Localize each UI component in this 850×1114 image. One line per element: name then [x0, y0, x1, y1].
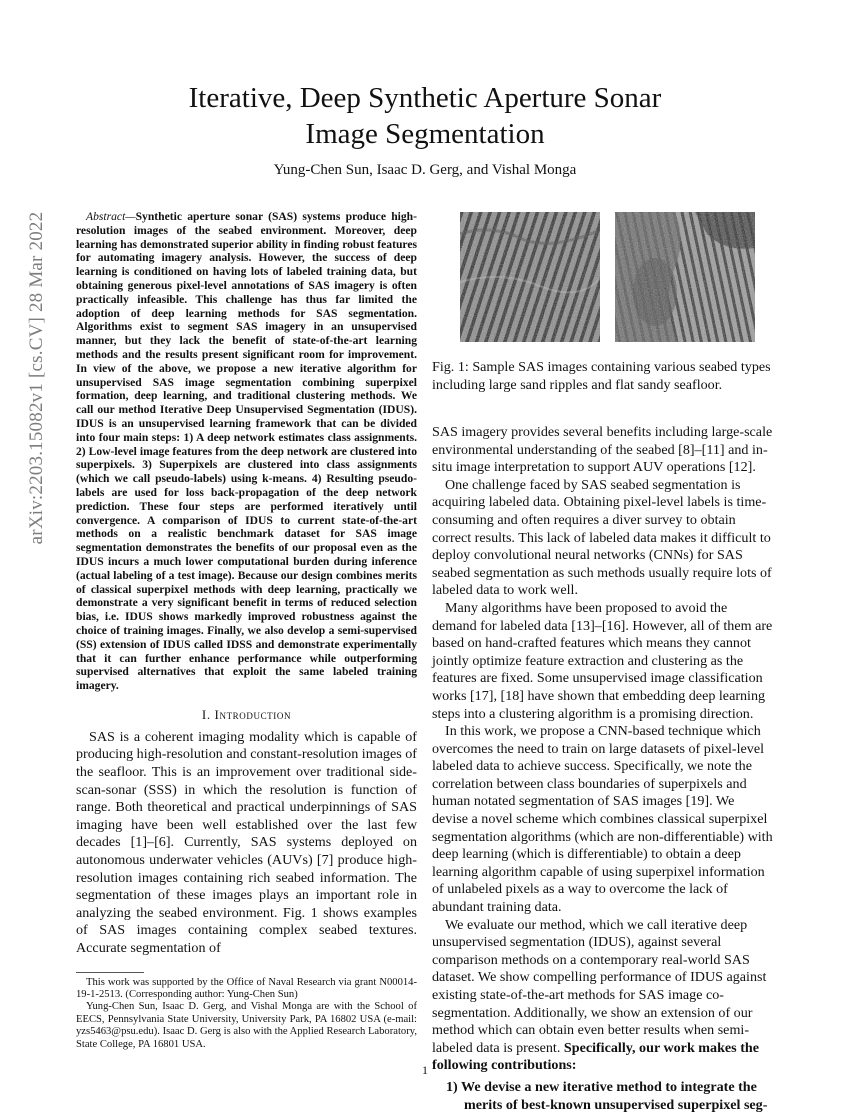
- intro-paragraph-1: SAS is a coherent imaging modality which is capable of producing high-resolution and constant-resolution images of the seafloor. This is an improvement over traditional side-scan-sonar (SSS) in which the resolution is function of range. Both theoretical and practical underpinnings of SAS imaging have been well established over the last few decades [1]–[6]. Currently, SAS systems deployed on autonomous underwater vehicles (AUVs) [7] produce high-resolution images containing rich seabed information. The segmentation of these images plays an important role in analyzing the seabed environment. Fig. 1 shows examples of SAS images containing complex seabed textures. Accurate segmentation of: [76, 728, 417, 957]
- arxiv-identifier: arXiv:2203.15082v1 [cs.CV] 28 Mar 2022: [26, 211, 47, 545]
- abstract: [76, 210, 417, 693]
- page-number: 1: [422, 1063, 428, 1077]
- author-list: Yung-Chen Sun, Isaac D. Gerg, and Vishal Monga: [273, 162, 577, 178]
- abstract-lead: Abstract—: [86, 210, 136, 223]
- right-paragraph-5-bold: Specifically, our work makes the following contributions:: [432, 1039, 759, 1074]
- title-line-1: Iterative, Deep Synthetic Aperture Sonar: [188, 82, 662, 114]
- sas-image-flat-seafloor: [615, 212, 755, 342]
- paper-title: [100, 80, 750, 152]
- section-heading-introduction: I. Introduction: [201, 706, 292, 722]
- figure-1: [460, 212, 760, 342]
- footnote-funding: This work was supported by the Office of Naval Research via grant N00014-19-1-2513. (Corresponding author: Yung-Chen Sun): [76, 976, 417, 1001]
- right-paragraph-3: Many algorithms have been proposed to avoid the demand for labeled data [13]–[16]. However, all of them are based on hand-crafted features which means they cannot jointly optimize feature extraction and clustering as the features are fixed. Some unsupervised image classification works [17], [18] have shown that embedding deep learning steps into a clustering algorithm is a promising direction.: [432, 599, 773, 722]
- right-paragraph-5-text: We evaluate our method, which we call iterative deep unsupervised segmentation (IDUS), against several comparison methods on a contemporary real-world SAS dataset. We show compelling performance of IDUS against existing state-of-the-art methods for SAS image co-segmentation. Additionally, we show an extension of our method which can obtain even better results when semi-labeled data is present.: [432, 916, 767, 1056]
- right-paragraph-1: SAS imagery provides several benefits including large-scale environmental understanding of the seabed [8]–[11] and in-situ image interpretation to support AUV operations [12].: [432, 424, 773, 476]
- left-column: [76, 206, 417, 1051]
- footnote-divider: [76, 972, 144, 973]
- right-column: [432, 424, 773, 1114]
- abstract-text: Synthetic aperture sonar (SAS) systems produce high-resolution images of the seabed environment. Moreover, deep learning has demonstrated superior ability in finding robust features for automating imagery analysis. However, the success of deep learning is conditioned on having lots of labeled training data, but obtaining generous pixel-level annotations of SAS imagery is often practically infeasible. This challenge has thus far limited the adoption of deep learning methods for SAS segmentation. Algorithms exist to segment SAS imagery in an unsupervised manner, but they lack the benefit of state-of-the-art learning methods and the results present significant room for improvement. In view of the above, we propose a new iterative algorithm for unsupervised SAS image segmentation combining superpixel formation, deep learning, and traditional clustering methods. We call our method Iterative Deep Unsupervised Segmentation (IDUS). IDUS is an unsupervised learning framework that can be divided into four main steps: 1) A deep network estimates class assignments. 2) Low-level image features from the deep network are clustered into superpixels. 3) Superpixels are clustered into class assignments (which we call pseudo-labels) using k-means. 4) Resulting pseudo-labels are used for loss back-propagation of the deep network prediction. These four steps are performed iteratively until convergence. A comparison of IDUS to current state-of-the-art methods on a realistic benchmark dataset for SAS image segmentation demonstrates the benefits of our proposal even as the IDUS incurs a much lower computational burden during inference (actual labeling of a test image). Because our design combines merits of classical superpixel methods with deep learning, practically we demonstrate a very significant benefit in terms of reduced selection bias, i.e. IDUS shows markedly improved robustness against the choice of training images. Finally, we also develop a semi-supervised (SS) extension of IDUS called IDSS and demonstrate experimentally that it can further enhance performance while outperforming supervised alternatives that exploit the same labeled training imagery.: [76, 210, 417, 693]
- footnote-affiliations: Yung-Chen Sun, Isaac D. Gerg, and Vishal Monga are with the School of EECS, Pennsylvania State University, University Park, PA 16802 USA (e-mail: yzs5463@psu.edu). Isaac D. Gerg is also with the Applied Research Laboratory, State College, PA 16801 USA.: [76, 1001, 417, 1050]
- right-paragraph-5: [432, 917, 773, 1075]
- title-line-2: Image Segmentation: [305, 118, 545, 150]
- figure-1-caption: Fig. 1: Sample SAS images containing various seabed types including large sand ripples and flat sandy seafloor.: [432, 359, 771, 393]
- right-paragraph-2: One challenge faced by SAS seabed segmentation is acquiring labeled data. Obtaining pixel-level labels is time-consuming and often requires a diver survey to obtain correct results. This lack of labeled data makes it difficult to deploy convolutional neural networks (CNNs) for SAS seabed segmentation as such methods usually require lots of labeled data to work well.: [432, 476, 772, 599]
- sas-image-sand-ripples: [460, 212, 600, 342]
- right-paragraph-4: In this work, we propose a CNN-based technique which overcomes the need to train on large datasets of pixel-level labeled data to achieve success. Specifically, we note the correlation between class boundaries of superpixels and human notated segmentation of SAS images [19]. We devise a novel scheme which combines classical superpixel segmentation algorithms (which are non-differentiable) with deep learning (which is differentiable) to obtain a deep learning algorithm capable of using superpixel information of unlabeled pixels as a way to overcome the lack of abundant training data.: [432, 723, 773, 916]
- contribution-item-1: 1) We devise a new iterative method to integrate the merits of best-known unsupervised superpixel seg-: [446, 1078, 768, 1113]
